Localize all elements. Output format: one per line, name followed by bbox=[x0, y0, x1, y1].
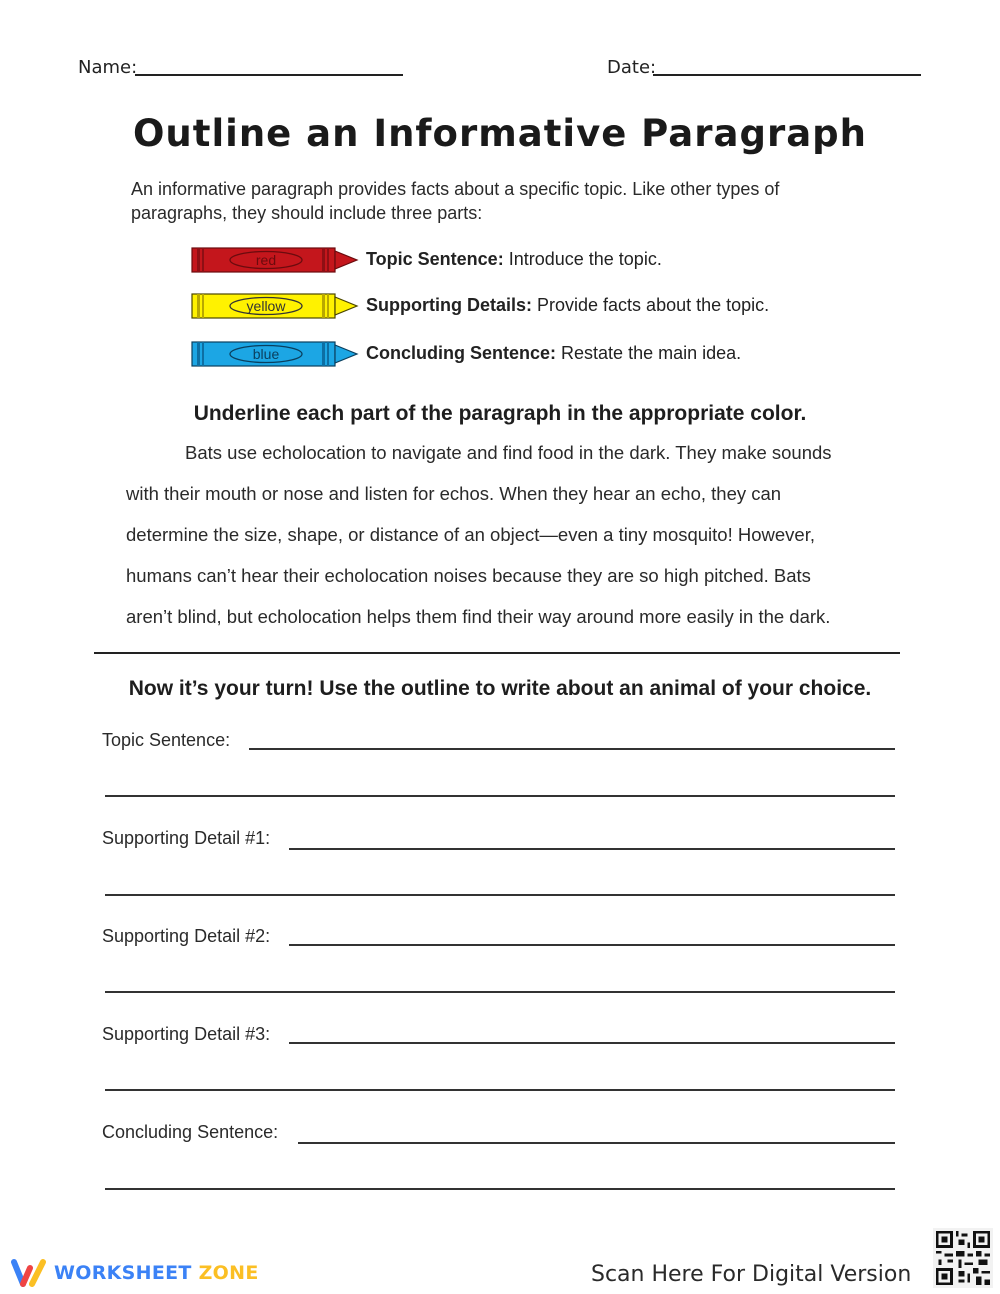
brand-part2: ZONE bbox=[198, 1262, 259, 1284]
brand-part1: WORKSHEET bbox=[54, 1262, 192, 1284]
part-description: Introduce the topic. bbox=[508, 249, 662, 269]
part-term: Topic Sentence: bbox=[366, 249, 504, 269]
instruction-heading: Underline each part of the paragraph in the appropriate color. bbox=[193, 402, 807, 425]
part-text bbox=[366, 295, 769, 316]
date-field[interactable] bbox=[653, 74, 921, 76]
name-label: Name: bbox=[78, 57, 138, 78]
part-text bbox=[366, 343, 741, 364]
topic-sentence-field-line2[interactable] bbox=[105, 795, 895, 797]
part-term: Concluding Sentence: bbox=[366, 343, 557, 363]
your-turn-heading: Now it’s your turn! Use the outline to write about an animal of your choice. bbox=[128, 677, 872, 700]
part-supporting-details bbox=[191, 293, 831, 319]
concluding-sentence-label: Concluding Sentence: bbox=[102, 1122, 279, 1142]
worksheetzone-logo-icon bbox=[10, 1258, 48, 1288]
concluding-sentence-field-line2[interactable] bbox=[105, 1188, 895, 1190]
red-crayon-icon bbox=[191, 247, 359, 273]
paragraph-line: aren’t blind, but echolocation helps them find their way around more easily in the dark. bbox=[126, 606, 831, 627]
paragraph-line: with their mouth or nose and listen for echos. When they hear an echo, they can bbox=[126, 483, 782, 504]
part-text bbox=[366, 249, 662, 270]
name-field[interactable] bbox=[135, 74, 403, 76]
intro-text bbox=[131, 177, 861, 225]
supporting-detail-1-field-line2[interactable] bbox=[105, 894, 895, 896]
paragraph-line: determine the size, shape, or distance of an object—even a tiny mosquito! However, bbox=[126, 524, 815, 545]
part-topic-sentence bbox=[191, 247, 831, 273]
intro-line: paragraphs, they should include three parts: bbox=[131, 203, 483, 223]
part-term: Supporting Details: bbox=[366, 295, 532, 315]
page-title: Outline an Informative Paragraph bbox=[132, 112, 868, 155]
supporting-detail-3-field-line2[interactable] bbox=[105, 1089, 895, 1091]
scan-text: Scan Here For Digital Version bbox=[591, 1262, 912, 1287]
svg-text:blue: blue bbox=[252, 346, 280, 362]
svg-text:red: red bbox=[255, 252, 277, 268]
blue-crayon-icon bbox=[191, 341, 359, 367]
svg-text:yellow: yellow bbox=[246, 298, 286, 314]
paragraph-line: Bats use echolocation to navigate and find food in the dark. They make sounds bbox=[185, 442, 832, 463]
part-concluding-sentence bbox=[191, 341, 831, 367]
section-divider bbox=[94, 652, 900, 654]
supporting-detail-2-field-line2[interactable] bbox=[105, 991, 895, 993]
supporting-detail-2-label: Supporting Detail #2: bbox=[102, 926, 271, 946]
supporting-detail-1-label: Supporting Detail #1: bbox=[102, 828, 271, 848]
supporting-detail-3-field[interactable] bbox=[289, 1042, 895, 1044]
qr-code-icon[interactable] bbox=[933, 1228, 993, 1288]
concluding-sentence-field[interactable] bbox=[298, 1142, 895, 1144]
topic-sentence-label: Topic Sentence: bbox=[102, 730, 231, 750]
yellow-crayon-icon bbox=[191, 293, 359, 319]
part-description: Restate the main idea. bbox=[561, 343, 742, 363]
part-description: Provide facts about the topic. bbox=[537, 295, 770, 315]
supporting-detail-3-label: Supporting Detail #3: bbox=[102, 1024, 271, 1044]
sample-paragraph bbox=[126, 432, 886, 637]
topic-sentence-field[interactable] bbox=[249, 748, 895, 750]
supporting-detail-1-field[interactable] bbox=[289, 848, 895, 850]
worksheetzone-logo bbox=[10, 1258, 259, 1288]
intro-line: An informative paragraph provides facts about a specific topic. Like other types of bbox=[131, 179, 780, 199]
brand-name bbox=[54, 1262, 259, 1284]
supporting-detail-2-field[interactable] bbox=[289, 944, 895, 946]
paragraph-line: humans can’t hear their echolocation noises because they are so high pitched. Bats bbox=[126, 565, 811, 586]
date-label: Date: bbox=[607, 57, 657, 78]
